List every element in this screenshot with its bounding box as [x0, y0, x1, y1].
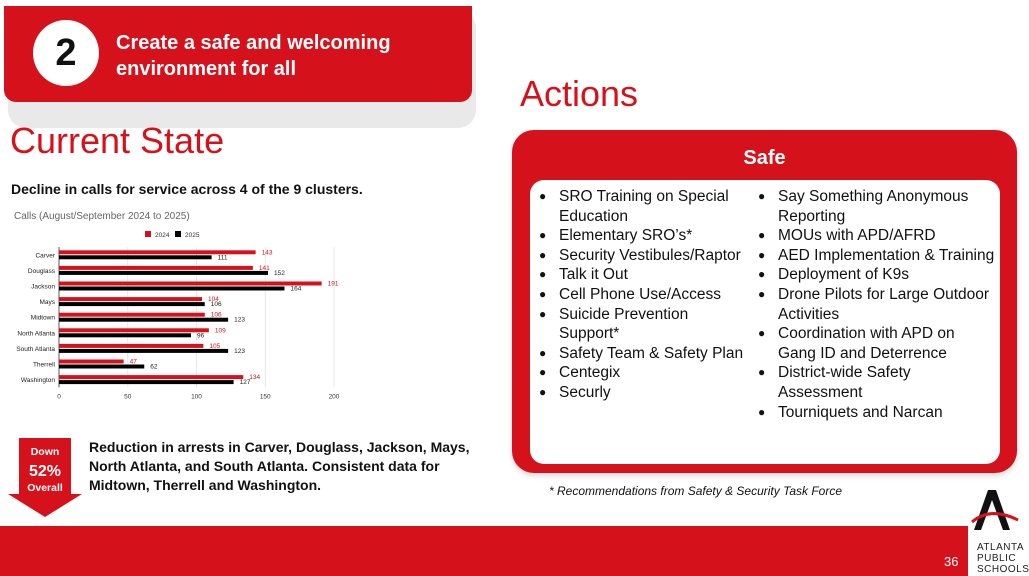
data-label-2025: 152	[274, 269, 285, 277]
down-arrow-icon	[6, 438, 84, 518]
bar-2025	[59, 287, 285, 291]
category-label: Douglass	[27, 267, 55, 275]
category-label: Midtown	[30, 314, 55, 322]
data-label-2025: 127	[239, 379, 251, 387]
goal-title: Create a safe and welcoming environment for all	[116, 32, 391, 80]
category-label: Washington	[20, 377, 55, 385]
data-label-2024: 47	[129, 358, 137, 366]
data-label-2024: 106	[210, 311, 222, 319]
right-item: ● Deployment of K9s	[756, 265, 996, 285]
left-item: ● Securly	[537, 383, 752, 403]
data-label-2025: 123	[234, 316, 245, 324]
data-label-2025: 111	[217, 254, 228, 262]
data-label-2025: 62	[150, 363, 158, 371]
logo-line1: ATLANTA	[977, 542, 1025, 553]
data-label-2024: 143	[261, 249, 273, 257]
footnote: * Recommendations from Safety & Security Task Force	[549, 484, 843, 498]
bar-2025	[59, 333, 191, 337]
data-label-2025: 96	[197, 332, 205, 340]
category-label: Therrell	[32, 361, 55, 369]
right-item: ● MOUs with APD/AFRD	[756, 226, 996, 246]
left-item: ● Cell Phone Use/Access	[537, 285, 752, 305]
left-item: ● Talk it Out	[537, 265, 752, 285]
data-label-2024: 105	[209, 342, 221, 350]
footer-bar	[0, 526, 968, 576]
bar-2024	[59, 344, 203, 348]
down-badge-line1: Down	[30, 446, 60, 458]
bar-2024	[59, 282, 322, 286]
legend-label: 2024	[155, 232, 170, 239]
bar-2024	[59, 297, 202, 301]
category-label: Carver	[35, 252, 55, 260]
bar-2025	[59, 349, 228, 353]
data-label-2024: 104	[208, 296, 219, 304]
right-item: ● AED Implementation & Training	[756, 246, 996, 266]
right-item: ● Coordination with APD on Gang ID and Deterrence	[756, 324, 996, 363]
actions-heading: Actions	[520, 73, 639, 114]
left-item: ● Safety Team & Safety Plan	[537, 344, 752, 364]
safe-list-right	[756, 187, 996, 422]
legend-label: 2025	[185, 232, 200, 239]
logo-line3: SCHOOLS	[977, 564, 1029, 575]
down-badge-line3: Overall	[27, 482, 63, 494]
right-item: ● Say Something Anonymous Reporting	[756, 187, 996, 226]
right-item: ● Tourniquets and Narcan	[756, 403, 996, 423]
aps-logo-text	[977, 542, 1029, 575]
bar-2025	[59, 302, 205, 306]
bar-2025	[59, 271, 268, 275]
bar-2024	[59, 360, 124, 364]
right-item: ● District-wide Safety Assessment	[756, 363, 996, 402]
bar-2025	[59, 318, 228, 322]
x-tick-label: 100	[191, 393, 202, 401]
bar-2024	[59, 266, 253, 270]
data-label-2024: 109	[214, 327, 226, 335]
bar-2024	[59, 375, 243, 379]
calls-bar-chart	[0, 204, 350, 404]
data-label-2025: 164	[290, 285, 302, 293]
chart-subheading: Decline in calls for service across 4 of the 9 clusters.	[11, 181, 363, 197]
page-number: 36	[944, 554, 959, 569]
goal-number-badge: 2	[33, 20, 99, 86]
category-label: North Atlanta	[17, 330, 55, 338]
data-label-2025: 123	[234, 347, 245, 355]
data-label-2024: 191	[327, 280, 339, 288]
data-label-2025: 106	[210, 301, 222, 309]
logo-line2: PUBLIC	[977, 553, 1017, 564]
x-tick-label: 50	[124, 393, 132, 401]
bar-2025	[59, 255, 212, 259]
legend-swatch	[175, 231, 181, 237]
left-item: ● SRO Training on Special Education	[537, 187, 752, 226]
data-label-2024: 141	[258, 264, 270, 272]
x-tick-label: 200	[328, 393, 340, 401]
category-label: Jackson	[31, 283, 55, 291]
safe-card-title: Safe	[743, 147, 786, 169]
left-item: ● Security Vestibules/Raptor	[537, 246, 752, 266]
right-item: ● Drone Pilots for Large Outdoor Activities	[756, 285, 996, 324]
x-tick-label: 0	[57, 393, 61, 401]
left-item: ● Elementary SRO’s*	[537, 226, 752, 246]
down-badge-percent: 52%	[28, 463, 62, 480]
category-label: Mays	[39, 299, 55, 307]
bar-2024	[59, 328, 209, 332]
bar-2024	[59, 313, 205, 317]
data-label-2024: 134	[249, 374, 261, 382]
category-label: South Atlanta	[16, 345, 55, 353]
current-state-heading: Current State	[10, 120, 225, 161]
left-item: ● Centegix	[537, 363, 752, 383]
chart-title: Calls (August/September 2024 to 2025)	[14, 211, 190, 222]
reduction-summary: Reduction in arrests in Carver, Douglass, Jackson, Mays, North Atlanta, and South Atlanta. Consistent data for Midtown, Therrell and Washington.	[89, 439, 470, 493]
bar-2025	[59, 380, 234, 384]
aps-logo-icon	[968, 482, 1024, 542]
legend-swatch	[145, 231, 151, 237]
left-item: ● Suicide Prevention Support*	[537, 305, 752, 344]
x-tick-label: 150	[259, 393, 271, 401]
safe-list-left	[537, 187, 752, 403]
